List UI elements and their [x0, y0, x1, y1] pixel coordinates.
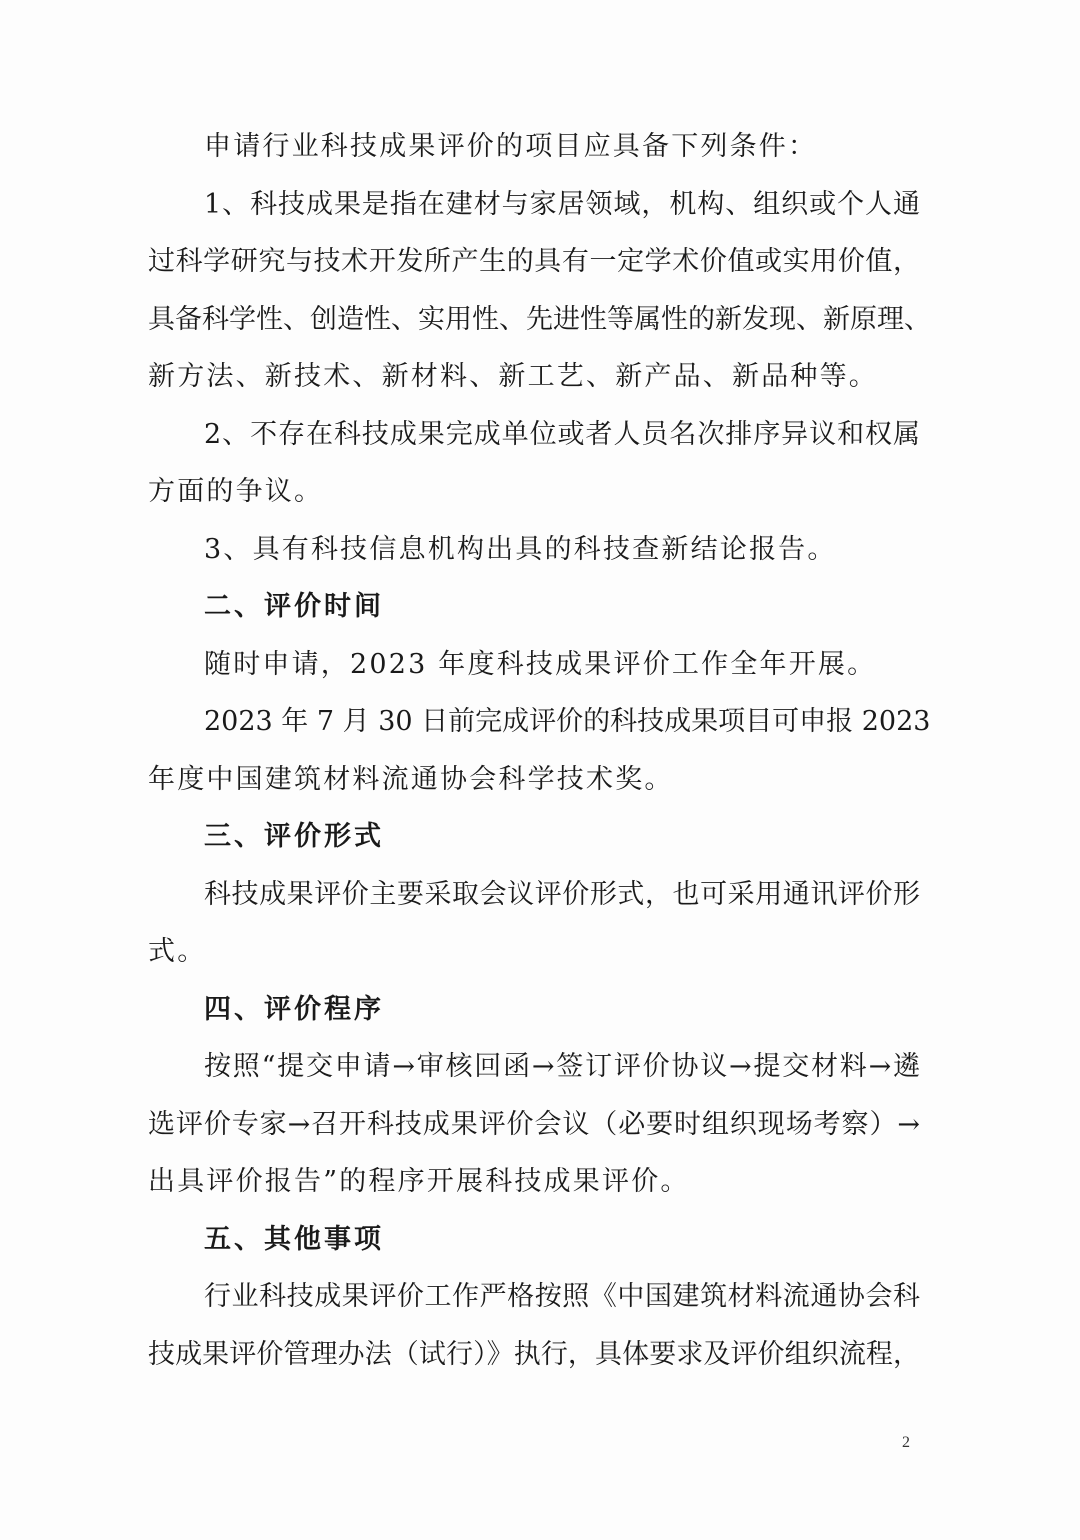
procedure-line-2: 选评价专家→召开科技成果评价会议（必要时组织现场考察）→: [148, 1108, 920, 1140]
section-heading-other-matters: 五、其他事项: [204, 1223, 384, 1255]
other-matters-line-1: 行业科技成果评价工作严格按照《中国建筑材料流通协会科: [204, 1281, 920, 1312]
condition-1-line-2: 过科学研究与技术开发所产生的具有一定学术价值或实用价值，: [148, 246, 920, 277]
evaluation-time-paragraph: 随时申请，2023 年度科技成果评价工作全年开展。: [204, 648, 877, 680]
section-heading-evaluation-form: 三、评价形式: [204, 821, 384, 852]
section-heading-evaluation-procedure: 四、评价程序: [204, 993, 384, 1025]
condition-1-line-4: 新方法、新技术、新材料、新工艺、新产品、新品种等。: [148, 361, 878, 392]
document-body: [148, 118, 931, 1383]
page-number: 2: [902, 1434, 910, 1451]
section-heading-evaluation-time: 二、评价时间: [204, 591, 384, 622]
other-matters-line-2: 技成果评价管理办法（试行）》执行，具体要求及评价组织流程，: [148, 1338, 920, 1370]
award-paragraph-line-2: 年度中国建筑材料流通协会科学技术奖。: [148, 763, 674, 795]
condition-1-line-1: 1、科技成果是指在建材与家居领域，机构、组织或个人通: [204, 188, 920, 220]
condition-1-line-3: 具备科学性、创造性、实用性、先进性等属性的新发现、新原理、: [148, 303, 931, 335]
evaluation-form-line-2: 式。: [148, 936, 207, 967]
condition-2-line-1: 2、不存在科技成果完成单位或者人员名次排序异议和权属: [204, 418, 920, 450]
evaluation-form-line-1: 科技成果评价主要采取会议评价形式，也可采用通讯评价形: [204, 878, 920, 910]
intro-paragraph: 申请行业科技成果评价的项目应具备下列条件：: [204, 131, 818, 162]
condition-3: 3、具有科技信息机构出具的科技查新结论报告。: [204, 533, 837, 565]
award-paragraph-line-1: 2023 年 7 月 30 日前完成评价的科技成果项目可申报 2023: [204, 706, 931, 737]
procedure-line-3: 出具评价报告”的程序开展科技成果评价。: [148, 1166, 690, 1197]
condition-2-line-2: 方面的争议。: [148, 476, 324, 507]
procedure-line-1: 按照“提交申请→审核回函→签订评价协议→提交材料→遴: [204, 1051, 920, 1082]
